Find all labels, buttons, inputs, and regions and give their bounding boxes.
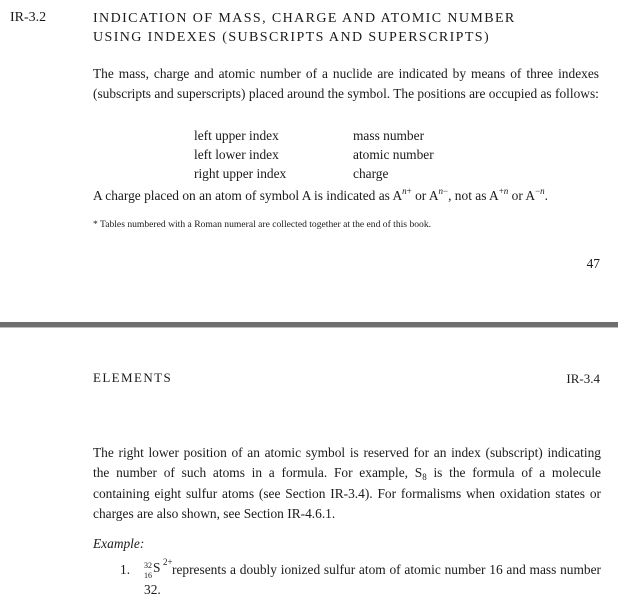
- section-title-line-2: USING INDEXES (SUBSCRIPTS AND SUPERSCRIPTS): [93, 30, 491, 45]
- definition-meaning: atomic number: [353, 147, 434, 162]
- atomic-number: 16: [144, 571, 152, 580]
- charge-text: A charge placed on an atom of symbol A is indicated as A: [93, 188, 403, 203]
- charge-sentence: [93, 188, 605, 204]
- charge-text: or A: [411, 188, 439, 203]
- subscript-paragraph: The right lower position of an atomic symbol is reserved for an index (subscript) indicating the number of such atoms in a formula. For example, $S_8$ is the formula of a molecule containing eight sulfur atoms (see Section IR-3.4). For formalisms when oxidation states or charges are also shown, see Section IR-4.6.1.: [93, 445, 601, 521]
- charge-superscript: +n: [498, 186, 509, 196]
- index-definitions: [194, 126, 434, 183]
- intro-paragraph: The mass, charge and atomic number of a nuclide are indicated by means of three indexes (subscripts and superscripts) placed around the symbol. The positions are occupied as follows:: [93, 66, 599, 101]
- element-symbol: S: [153, 560, 161, 575]
- charge-text: or A: [508, 188, 536, 203]
- example-text: [144, 557, 601, 600]
- charge-superscript: n−: [438, 186, 449, 196]
- section-title: [93, 9, 516, 47]
- definition-position: right upper index: [194, 166, 287, 181]
- charge-superscript: −n: [535, 186, 545, 196]
- example-description: represents a doubly ionized sulfur atom of atomic number 16 and mass number 32.: [144, 562, 601, 597]
- section-number: IR-3.2: [10, 10, 47, 25]
- page-divider-shadow: [0, 327, 618, 328]
- charge-text: , not as A: [448, 188, 499, 203]
- page-number: 47: [586, 256, 600, 271]
- definition-row: [194, 126, 434, 145]
- definition-row: [194, 145, 434, 164]
- mass-number: 32: [144, 561, 152, 570]
- definition-position: left upper index: [194, 128, 279, 143]
- charge-superscript: n+: [402, 186, 412, 196]
- definition-position: left lower index: [194, 147, 279, 162]
- example-item: [120, 557, 601, 600]
- section-title-line-1: INDICATION OF MASS, CHARGE AND ATOMIC NUMBER: [93, 11, 516, 26]
- definition-row: [194, 164, 434, 183]
- footnote: * Tables numbered with a Roman numeral are collected together at the end of this book.: [93, 219, 432, 230]
- running-header-section: IR-3.4: [566, 371, 600, 386]
- definition-meaning: charge: [353, 166, 389, 181]
- formula-subscript: 8: [422, 472, 427, 482]
- ion-charge: 2+: [163, 557, 173, 567]
- nuclide-symbol: [144, 557, 173, 580]
- example-label: Example:: [93, 536, 145, 551]
- running-header-title: ELEMENTS: [93, 370, 173, 385]
- definition-meaning: mass number: [353, 128, 425, 143]
- charge-text: .: [544, 188, 548, 203]
- example-number: 1.: [120, 562, 131, 577]
